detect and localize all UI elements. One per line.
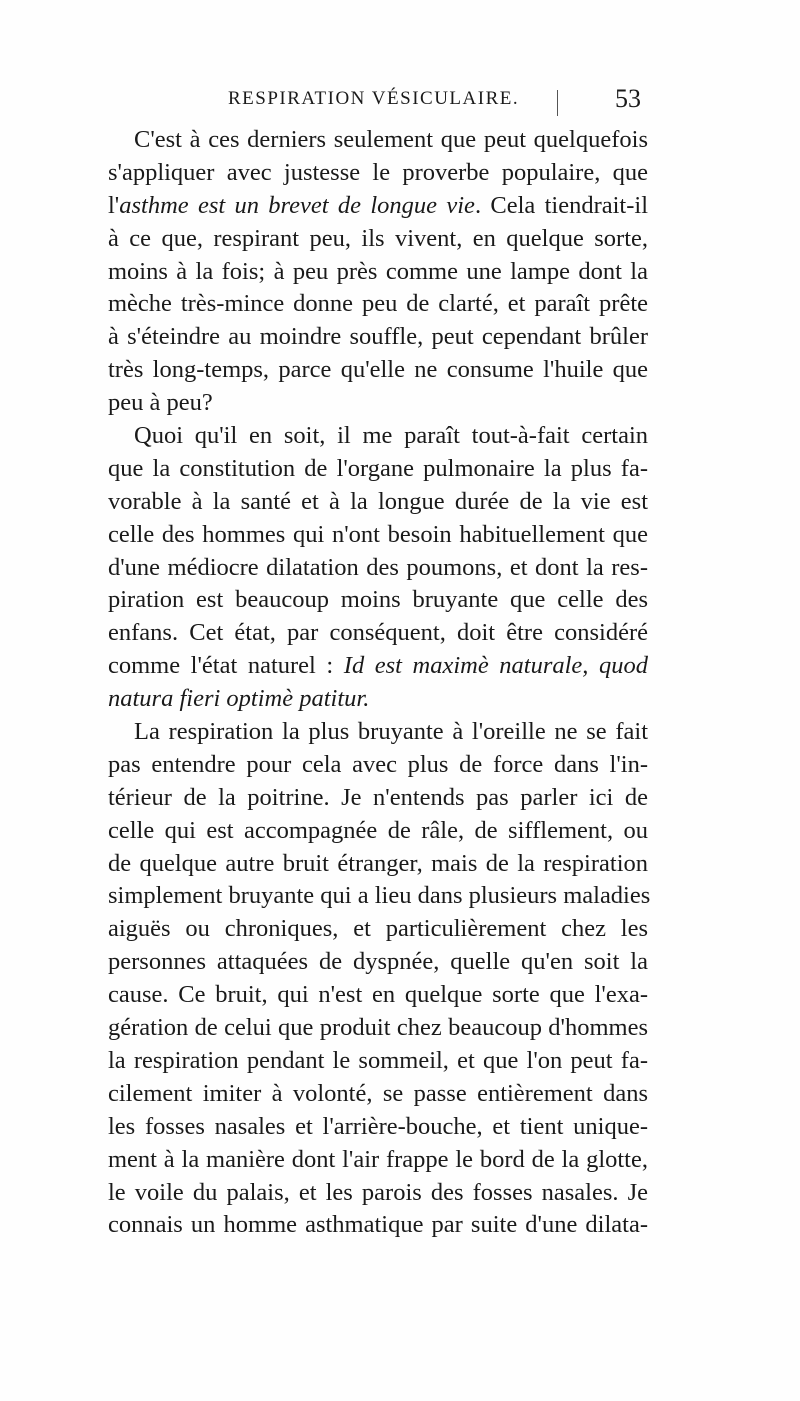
text-line: de quelque autre bruit étranger, mais de la respiration [108,849,648,877]
text-line: très long-temps, parce qu'elle ne consume l'huile que [108,356,648,384]
running-title: RESPIRATION VÉSICULAIRE. [228,88,520,109]
italic-phrase: Id est maximè naturale, quod [343,652,648,680]
text-line: mèche très-mince donne peu de clarté, et paraît prête [108,290,648,318]
text-line: aiguës ou chroniques, et particulièrement chez les [108,915,648,943]
text-line: vorable à la santé et à la longue durée de la vie est [108,487,648,515]
text-line: celle qui est accompagnée de râle, de sifflement, ou [108,816,648,844]
running-head [0,84,800,118]
text-line: moins à la fois; à peu près comme une lampe dont la [108,257,648,285]
page-number: 53 [615,84,641,113]
text-line: gération de celui que produit chez beaucoup d'hommes [108,1014,648,1042]
text-line: le voile du palais, et les parois des fosses nasales. Je [108,1178,648,1206]
text-line: que la constitution de l'organe pulmonaire la plus fa- [108,454,648,482]
text-line: connais un homme asthmatique par suite d'une dilata- [108,1211,648,1239]
text-line: celle des hommes qui n'ont besoin habituellement que [108,520,648,548]
text-line: s'appliquer avec justesse le proverbe populaire, que [108,158,648,186]
text-line: à ce que, respirant peu, ils vivent, en quelque sorte, [108,224,648,252]
text-line: d'une médiocre dilatation des poumons, et dont la res- [108,553,648,581]
text-line: cilement imiter à volonté, se passe entièrement dans [108,1079,648,1107]
italic-phrase: asthme est un brevet de longue vie [119,191,475,219]
text-line: les fosses nasales et l'arrière-bouche, et tient unique- [108,1112,648,1140]
text-line: natura fieri optimè patitur. [108,685,370,713]
text-line: térieur de la poitrine. Je n'entends pas parler ici de [108,783,648,811]
text-line: pas entendre pour cela avec plus de force dans l'in- [108,750,648,778]
text-line: personnes attaquées de dyspnée, quelle qu'en soit la [108,948,648,976]
gutter-mark [557,90,558,116]
text-line: cause. Ce bruit, qui n'est en quelque sorte que l'exa- [108,981,648,1009]
text-line: ment à la manière dont l'air frappe le bord de la glotte, [108,1145,648,1173]
text-line: La respiration la plus bruyante à l'oreille ne se fait [134,718,648,746]
text-line: comme l'état naturel : Id est maximè naturale, quod [108,652,648,680]
text-line: Quoi qu'il en soit, il me paraît tout-à-fait certain [134,422,648,450]
text-line: C'est à ces derniers seulement que peut quelquefois [134,126,648,153]
text-line: la respiration pendant le sommeil, et que l'on peut fa- [108,1046,648,1074]
text-line: l'asthme est un brevet de longue vie. Cela tiendrait-il [108,191,648,219]
body-text [108,124,651,1242]
text-line: à s'éteindre au moindre souffle, peut cependant brûler [108,323,648,351]
text-line: simplement bruyante qui a lieu dans plusieurs maladies [108,882,651,910]
text-line: piration est beaucoup moins bruyante que celle des [108,586,648,614]
text-line: peu à peu? [108,389,213,417]
text-line: enfans. Cet état, par conséquent, doit être considéré [108,619,648,647]
